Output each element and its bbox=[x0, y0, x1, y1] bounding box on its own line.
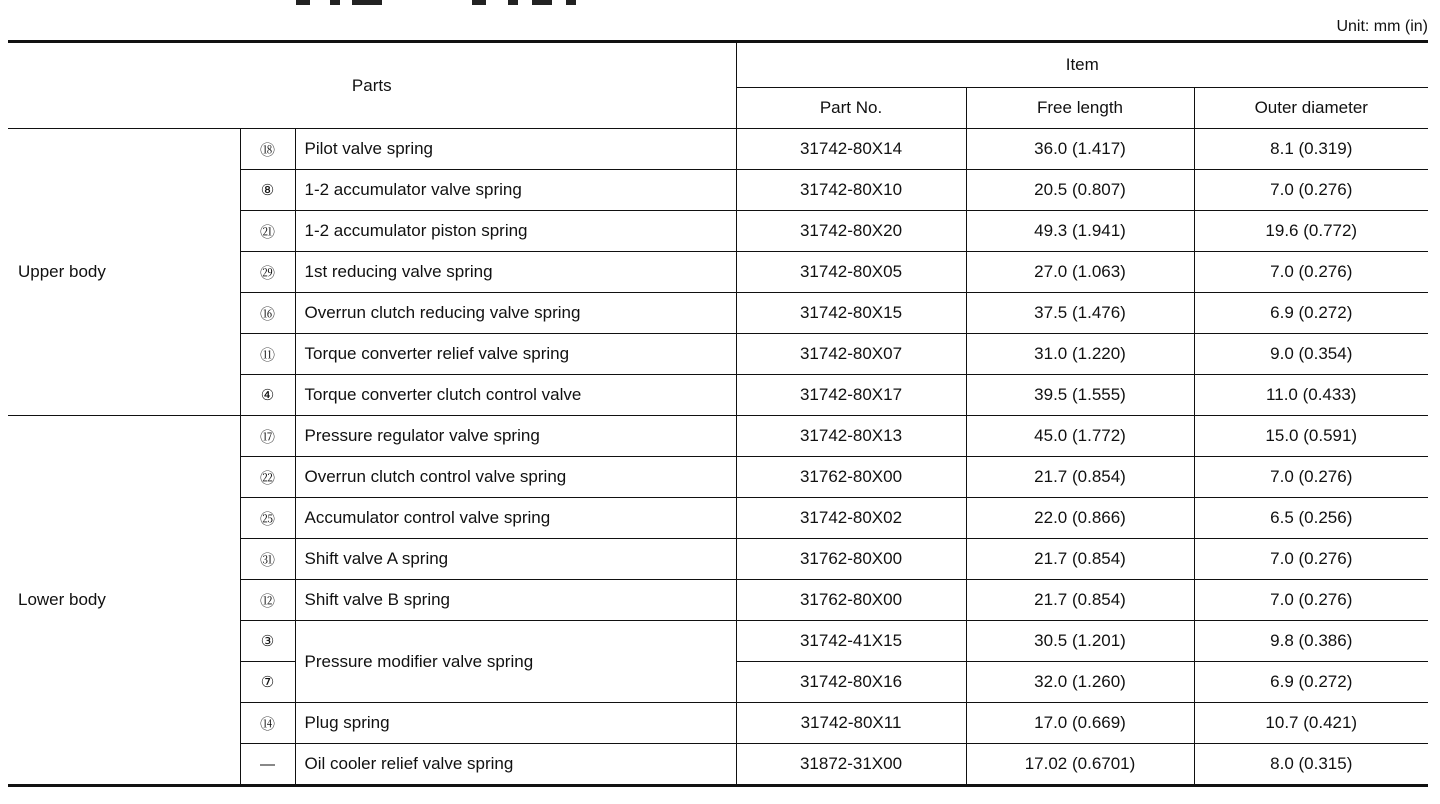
cropped-text-fragment bbox=[330, 0, 340, 5]
ref-number: ⑯ bbox=[240, 293, 295, 334]
part-name: Shift valve A spring bbox=[295, 539, 736, 580]
outer-diameter: 8.1 (0.319) bbox=[1194, 129, 1428, 170]
ref-number: ⑪ bbox=[240, 334, 295, 375]
outer-diameter: 15.0 (0.591) bbox=[1194, 416, 1428, 457]
part-name: Torque converter relief valve spring bbox=[295, 334, 736, 375]
header-parts: Parts bbox=[8, 42, 736, 129]
part-number: 31742-80X11 bbox=[736, 703, 966, 744]
part-name: Overrun clutch reducing valve spring bbox=[295, 293, 736, 334]
outer-diameter: 7.0 (0.276) bbox=[1194, 170, 1428, 211]
part-number: 31742-80X07 bbox=[736, 334, 966, 375]
free-length: 45.0 (1.772) bbox=[966, 416, 1194, 457]
ref-number: ⑫ bbox=[240, 580, 295, 621]
free-length: 20.5 (0.807) bbox=[966, 170, 1194, 211]
part-name: Overrun clutch control valve spring bbox=[295, 457, 736, 498]
free-length: 32.0 (1.260) bbox=[966, 662, 1194, 703]
free-length: 30.5 (1.201) bbox=[966, 621, 1194, 662]
cropped-text-fragment bbox=[472, 0, 486, 5]
ref-number: ⑰ bbox=[240, 416, 295, 457]
free-length: 31.0 (1.220) bbox=[966, 334, 1194, 375]
part-number: 31742-80X20 bbox=[736, 211, 966, 252]
table-row bbox=[8, 129, 1428, 170]
part-name: Shift valve B spring bbox=[295, 580, 736, 621]
part-name: 1st reducing valve spring bbox=[295, 252, 736, 293]
part-number: 31762-80X00 bbox=[736, 457, 966, 498]
part-number: 31742-80X17 bbox=[736, 375, 966, 416]
part-name: 1-2 accumulator valve spring bbox=[295, 170, 736, 211]
cropped-text-fragment bbox=[508, 0, 518, 5]
part-name: Plug spring bbox=[295, 703, 736, 744]
part-number: 31872-31X00 bbox=[736, 744, 966, 786]
ref-number: ④ bbox=[240, 375, 295, 416]
part-number: 31742-80X10 bbox=[736, 170, 966, 211]
part-name: 1-2 accumulator piston spring bbox=[295, 211, 736, 252]
ref-number: ⑦ bbox=[240, 662, 295, 703]
outer-diameter: 6.9 (0.272) bbox=[1194, 662, 1428, 703]
spring-spec-table bbox=[8, 40, 1428, 787]
outer-diameter: 7.0 (0.276) bbox=[1194, 539, 1428, 580]
outer-diameter: 11.0 (0.433) bbox=[1194, 375, 1428, 416]
part-number: 31762-80X00 bbox=[736, 539, 966, 580]
outer-diameter: 19.6 (0.772) bbox=[1194, 211, 1428, 252]
outer-diameter: 10.7 (0.421) bbox=[1194, 703, 1428, 744]
outer-diameter: 6.9 (0.272) bbox=[1194, 293, 1428, 334]
group-lower-body: Lower body bbox=[8, 416, 240, 786]
outer-diameter: 7.0 (0.276) bbox=[1194, 457, 1428, 498]
outer-diameter: 8.0 (0.315) bbox=[1194, 744, 1428, 786]
free-length: 21.7 (0.854) bbox=[966, 580, 1194, 621]
part-number: 31762-80X00 bbox=[736, 580, 966, 621]
unit-label: Unit: mm (in) bbox=[1336, 18, 1428, 35]
free-length: 17.0 (0.669) bbox=[966, 703, 1194, 744]
ref-number: ㉙ bbox=[240, 252, 295, 293]
part-number: 31742-80X13 bbox=[736, 416, 966, 457]
part-number: 31742-80X05 bbox=[736, 252, 966, 293]
outer-diameter: 9.8 (0.386) bbox=[1194, 621, 1428, 662]
part-name: Torque converter clutch control valve bbox=[295, 375, 736, 416]
part-name: Pressure regulator valve spring bbox=[295, 416, 736, 457]
free-length: 36.0 (1.417) bbox=[966, 129, 1194, 170]
outer-diameter: 7.0 (0.276) bbox=[1194, 252, 1428, 293]
ref-number: ㉛ bbox=[240, 539, 295, 580]
header-part-no: Part No. bbox=[736, 88, 966, 129]
free-length: 49.3 (1.941) bbox=[966, 211, 1194, 252]
outer-diameter: 9.0 (0.354) bbox=[1194, 334, 1428, 375]
outer-diameter: 6.5 (0.256) bbox=[1194, 498, 1428, 539]
header-outer-diameter: Outer diameter bbox=[1194, 88, 1428, 129]
ref-number: ㉑ bbox=[240, 211, 295, 252]
part-number: 31742-80X15 bbox=[736, 293, 966, 334]
part-name: Pressure modifier valve spring bbox=[295, 621, 736, 703]
ref-number: ㉒ bbox=[240, 457, 295, 498]
ref-number: ③ bbox=[240, 621, 295, 662]
free-length: 39.5 (1.555) bbox=[966, 375, 1194, 416]
part-name: Pilot valve spring bbox=[295, 129, 736, 170]
part-number: 31742-80X02 bbox=[736, 498, 966, 539]
part-number: 31742-41X15 bbox=[736, 621, 966, 662]
header-row bbox=[8, 42, 1428, 88]
ref-number: ⑱ bbox=[240, 129, 295, 170]
cropped-text-fragment bbox=[566, 0, 576, 5]
ref-number: ⑭ bbox=[240, 703, 295, 744]
outer-diameter: 7.0 (0.276) bbox=[1194, 580, 1428, 621]
part-number: 31742-80X14 bbox=[736, 129, 966, 170]
table-row bbox=[8, 416, 1428, 457]
free-length: 21.7 (0.854) bbox=[966, 539, 1194, 580]
cropped-text-fragment bbox=[532, 0, 552, 5]
header-item: Item bbox=[736, 42, 1428, 88]
cropped-text-fragment bbox=[352, 0, 382, 5]
header-free-length: Free length bbox=[966, 88, 1194, 129]
free-length: 21.7 (0.854) bbox=[966, 457, 1194, 498]
ref-number: ⑧ bbox=[240, 170, 295, 211]
ref-number: — bbox=[240, 744, 295, 786]
free-length: 37.5 (1.476) bbox=[966, 293, 1194, 334]
part-name: Oil cooler relief valve spring bbox=[295, 744, 736, 786]
free-length: 22.0 (0.866) bbox=[966, 498, 1194, 539]
group-upper-body: Upper body bbox=[8, 129, 240, 416]
cropped-text-fragment bbox=[296, 0, 310, 5]
ref-number: ㉕ bbox=[240, 498, 295, 539]
part-name: Accumulator control valve spring bbox=[295, 498, 736, 539]
part-number: 31742-80X16 bbox=[736, 662, 966, 703]
free-length: 27.0 (1.063) bbox=[966, 252, 1194, 293]
free-length: 17.02 (0.6701) bbox=[966, 744, 1194, 786]
